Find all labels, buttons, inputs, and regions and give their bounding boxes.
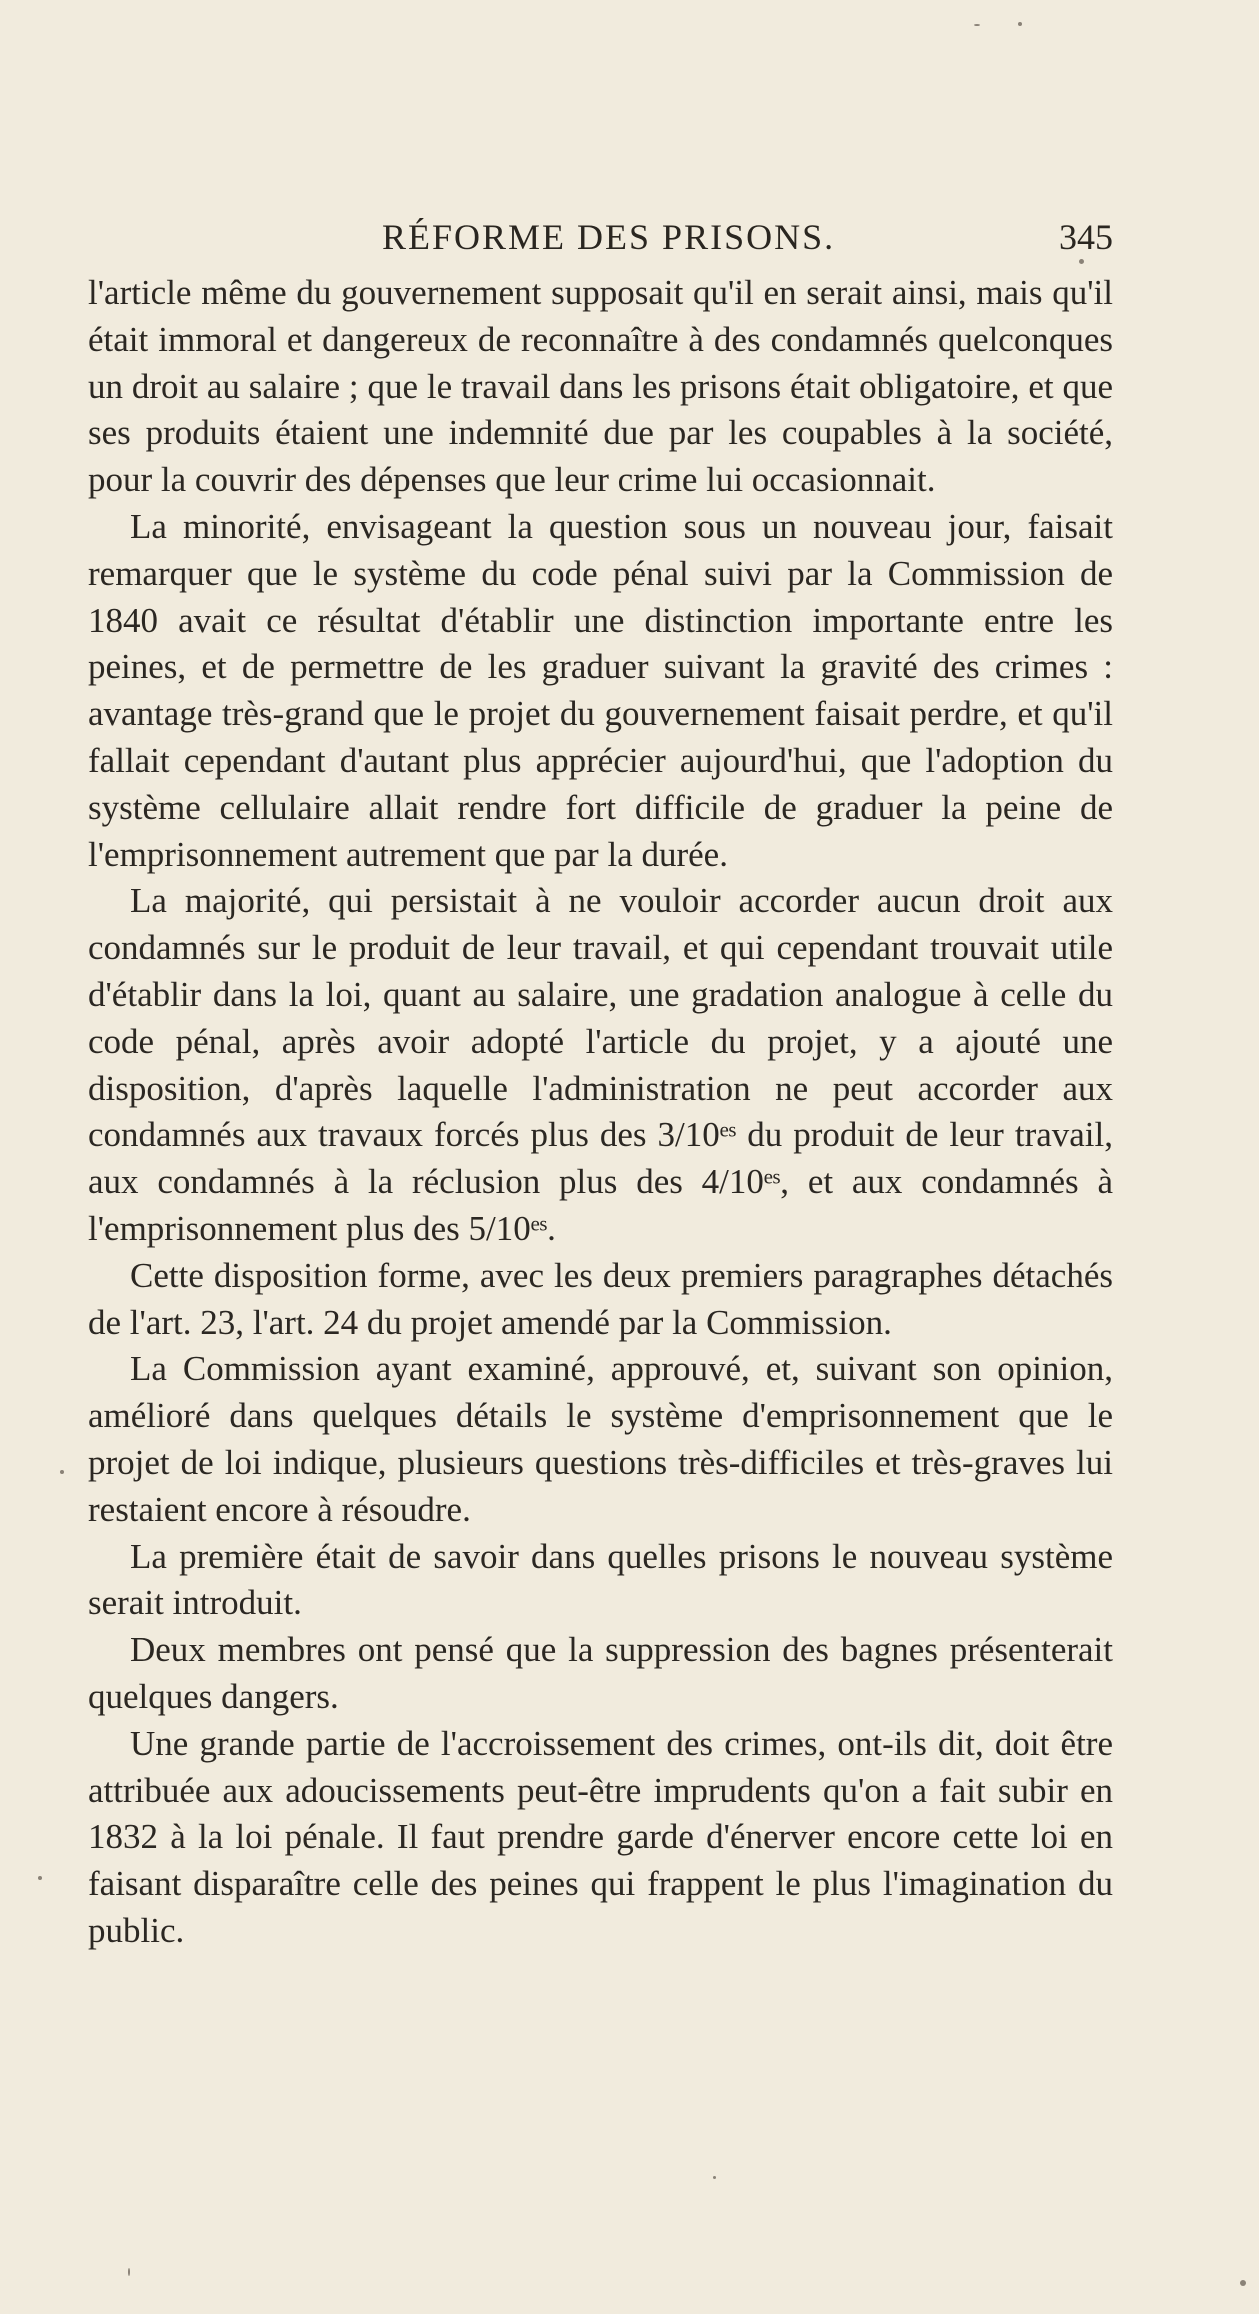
paper-speck: [1018, 22, 1022, 26]
paper-speck: [713, 2176, 716, 2179]
paragraph-3: La majorité, qui persistait à ne vouloir accorder aucun droit aux condamnés sur le produit de leur travail, et qui cependant trouvait utile d'établir dans la loi, quant au salaire, une gradation analogue à celle du code pénal, après avoir adopté l'article du projet, y a ajouté une disposition, d'après laquelle l'administration ne peut accorder aux condamnés aux travaux forcés plus des 3/10ᵉˢ du produit de leur travail, aux condamnés à la réclusion plus des 4/10ᵉˢ, et aux condamnés à l'emprisonnement plus des 5/10ᵉˢ.: [88, 881, 1113, 1248]
paragraph-2: La minorité, envisageant la question sous un nouveau jour, faisait remarquer que le système du code pénal suivi par la Commission de 1840 avait ce résultat d'établir une distinction importante entre les peines, et de permettre de les graduer suivant la gravité des crimes : avantage très-grand que le projet du gouvernement faisait perdre, et qu'il fallait cependant d'autant plus apprécier aujourd'hui, que l'adoption du système cellulaire allait rendre fort difficile de graduer la peine de l'emprisonnement autrement que par la durée.: [88, 506, 1113, 874]
paper-speck: [1079, 259, 1084, 264]
running-title: RÉFORME DES PRISONS.: [382, 217, 836, 257]
paper-speck: [38, 1876, 42, 1880]
paragraph-5: La Commission ayant examiné, approuvé, et, suivant son opinion, amélioré dans quelques détails le système d'emprisonnement que le projet de loi indique, plusieurs questions très-difficiles et très-graves lui restaient encore à résoudre.: [88, 1349, 1113, 1529]
paragraph-8: Une grande partie de l'accroissement des crimes, ont-ils dit, doit être attribuée aux adoucissements peut-être imprudents qu'on a fait subir en 1832 à la loi pénale. Il faut prendre garde d'énerver encore cette loi en faisant disparaître celle des peines qui frappent le plus l'imagination du public.: [88, 1723, 1113, 1950]
paragraph-7: Deux membres ont pensé que la suppression des bagnes présenterait quelques dangers.: [88, 1630, 1113, 1716]
paper-speck: [1240, 2280, 1246, 2286]
paper-speck: [60, 1470, 64, 1474]
paragraph-1: l'article même du gouvernement supposait qu'il en serait ainsi, mais qu'il était immoral et dangereux de reconnaître à des condamnés quelconques un droit au salaire ; que le travail dans les prisons était obligatoire, et que ses produits étaient une indemnité due par les coupables à la société, pour la couvrir des dépenses que leur crime lui occasionnait.: [88, 273, 1113, 500]
page-header: [88, 212, 1113, 262]
paragraph-6: La première était de savoir dans quelles prisons le nouveau système serait introduit.: [88, 1536, 1113, 1623]
body-text: [88, 270, 1113, 1955]
paper-speck: [128, 2268, 130, 2276]
paragraph-4: Cette disposition forme, avec les deux premiers paragraphes détachés de l'art. 23, l'art. 24 du projet amendé par la Commission.: [88, 1255, 1113, 1342]
paper-speck: [974, 24, 980, 26]
page-number: 345: [1059, 217, 1113, 257]
